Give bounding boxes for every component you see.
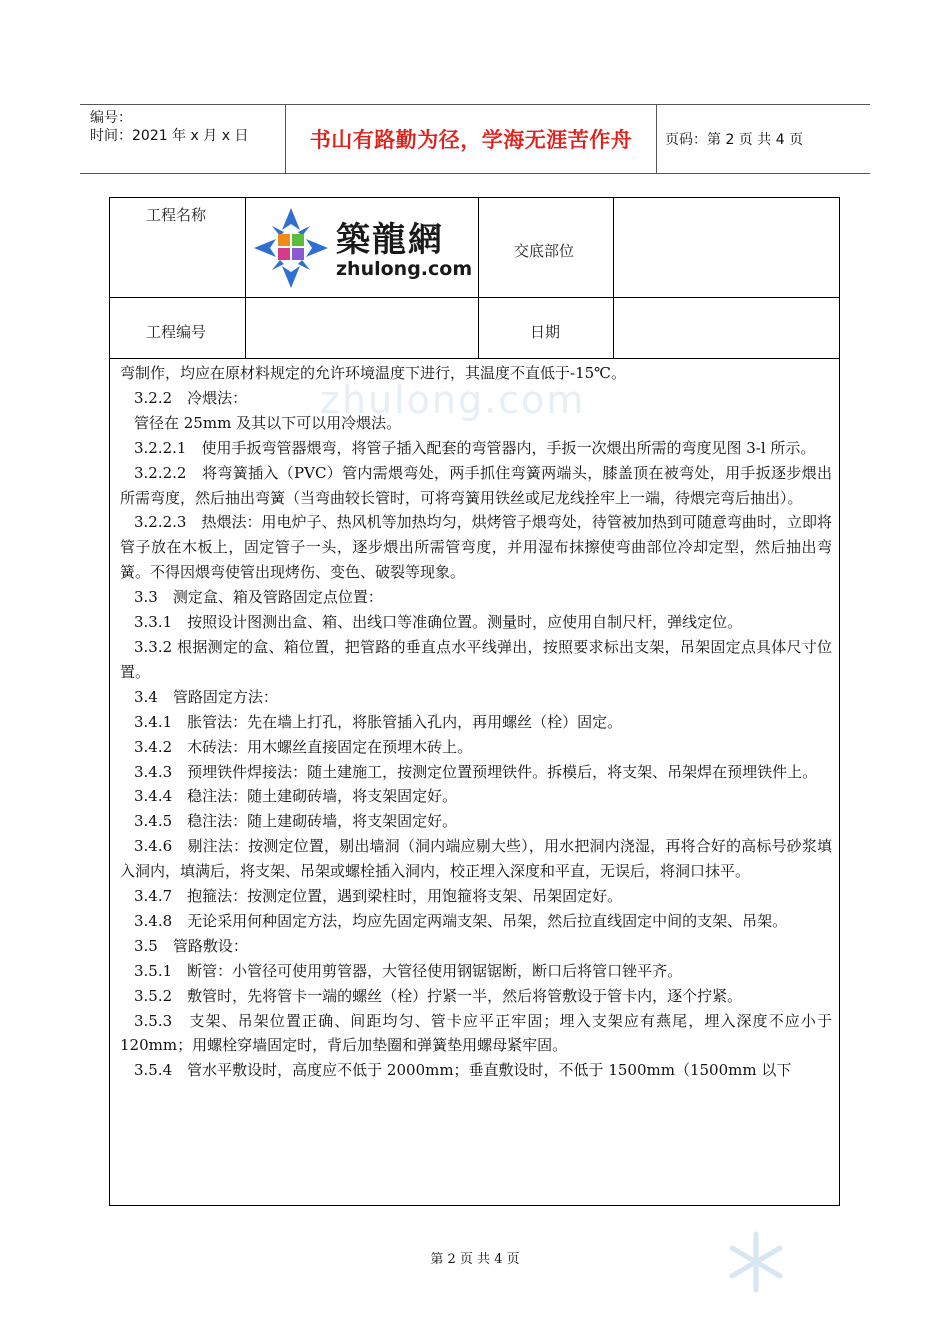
page-footer: 第 2 页 共 4 页 (430, 1252, 520, 1267)
date-label: 日期 (530, 323, 561, 341)
table-divider (613, 197, 614, 358)
paragraph: 3.4.8 无论采用何种固定方法，均应先固定两端支架、吊架，然后拉直线固定中间的支架、吊架。 (134, 911, 788, 930)
logo-domain: zhulong.com (336, 258, 473, 280)
paragraph: 3.3.1 按照设计图测出盒、箱、出线口等准确位置。测量时，应使用自制尺杆，弹线定位。 (134, 613, 743, 632)
paragraph: 3.5.2 敷管时，先将管卡一端的螺丝（栓）拧紧一半，然后将管敷设于管卡内，逐个拧紧。 (134, 986, 743, 1005)
watermark: zhulong.com (320, 378, 586, 422)
paragraph: 3.2.2.2 将弯簧插入（PVC）管内需煨弯处，两手抓住弯簧两端头，膝盖顶在被弯处，用手扳逐步煨出所需弯度，然后抽出弯簧（当弯曲较长管时，可将弯簧用铁丝或尼龙线拴牢上一端，待煨完弯后抽出）。 (120, 463, 832, 507)
document-body (120, 361, 832, 1083)
header-page-info: 页码：第 2 页 共 4 页 (665, 132, 804, 148)
paragraph: 3.2.2.1 使用手扳弯管器煨弯，将管子插入配套的弯管器内，手扳一次煨出所需的弯度见图 3-l 所示。 (134, 438, 816, 457)
zhulong-logo (250, 200, 476, 296)
paragraph: 3.4.2 木砖法：用木螺丝直接固定在预埋木砖上。 (134, 737, 473, 756)
table-divider (245, 197, 246, 358)
paragraph: 3.4.3 预埋铁件焊接法：随土建施工，按测定位置预埋铁件。拆模后，将支架、吊架焊在预埋铁件上。 (134, 762, 818, 781)
header-motto: 书山有路勤为径，学海无涯苦作舟 (309, 128, 633, 152)
paragraph: 3.2.2 冷煨法： (134, 388, 248, 407)
paragraph: 3.5.3 支架、吊架位置正确、间距均匀、管卡应平正牢固；埋入支架应有燕尾，埋入深度不应小于 120mm；用螺栓穿墙固定时，背后加垫圈和弹簧垫用螺母紧牢固。 (120, 1011, 832, 1055)
document-time: 时间：2021 年 x 月 x 日 (90, 128, 249, 144)
header-motto-cell (285, 105, 657, 173)
paragraph: 3.4.5 稳注法：随上建砌砖墙，将支架固定好。 (134, 812, 458, 831)
table-divider (478, 197, 479, 358)
paragraph: 3.4 管路固定方法： (134, 687, 278, 706)
logo-mark-icon (250, 200, 332, 296)
paragraph: 3.4.4 稳注法：随土建砌砖墙，将支架固定好。 (134, 787, 458, 806)
table-divider (109, 358, 840, 359)
document-number-label: 编号： (90, 110, 132, 126)
snowflake-icon (724, 1230, 788, 1294)
paragraph: 3.4.6 剔注法：按测定位置，剔出墙洞（洞内端应剔大些），用水把洞内浇湿，再将合好的高标号砂浆填入洞内，填满后，将支架、吊架或螺栓插入洞内，校正埋入深度和平直，无误后，将洞口抹平。 (120, 837, 832, 881)
paragraph: 3.4.7 抱箍法：按测定位置，遇到梁柱时，用饱箍将支架、吊架固定好。 (134, 887, 623, 906)
paragraph: 3.5.1 断管：小管径可使用剪管器，大管径使用钢锯锯断，断口后将管口锉平齐。 (134, 961, 683, 980)
paragraph: 弯制作，均应在原材料规定的允许环境温度下进行，其温度不直低于-15℃。 (120, 364, 626, 382)
paragraph: 管径在 25mm 及其以下可以用冷煨法。 (134, 413, 402, 432)
paragraph: 3.3.2 根据测定的盒、箱位置，把管路的垂直点水平线弹出，按照要求标出支架，吊架固定点具体尺寸位置。 (120, 637, 832, 681)
project-name-label: 工程名称 (146, 206, 207, 224)
paragraph: 3.5 管路敷设： (134, 936, 248, 955)
page-header (80, 104, 870, 174)
project-number-label: 工程编号 (146, 323, 207, 341)
paragraph: 3.4.1 胀管法：先在墙上打孔，将胀管插入孔内，再用螺丝（栓）固定。 (134, 712, 623, 731)
logo-chinese-name: 築龍網 (336, 220, 444, 260)
handover-part-label: 交底部位 (514, 242, 575, 260)
table-divider (109, 297, 840, 298)
paragraph: 3.2.2.3 热煨法：用电炉子、热风机等加热均匀，烘烤管子煨弯处，待管被加热到可随意弯曲时，立即将管子放在木板上，固定管子一头，逐步煨出所需管弯度，并用湿布抹擦使弯曲部位冷却定型，然后抽出弯簧。不得因煨弯使管出现烤伤、变色、破裂等现象。 (120, 513, 832, 582)
header-meta (90, 109, 248, 145)
paragraph: 3.3 测定盒、箱及管路固定点位置： (134, 588, 383, 607)
paragraph: 3.5.4 管水平敷设时，高度应不低于 2000mm；垂直敷设时，不低于 1500mm（1500mm 以下 (134, 1061, 792, 1080)
